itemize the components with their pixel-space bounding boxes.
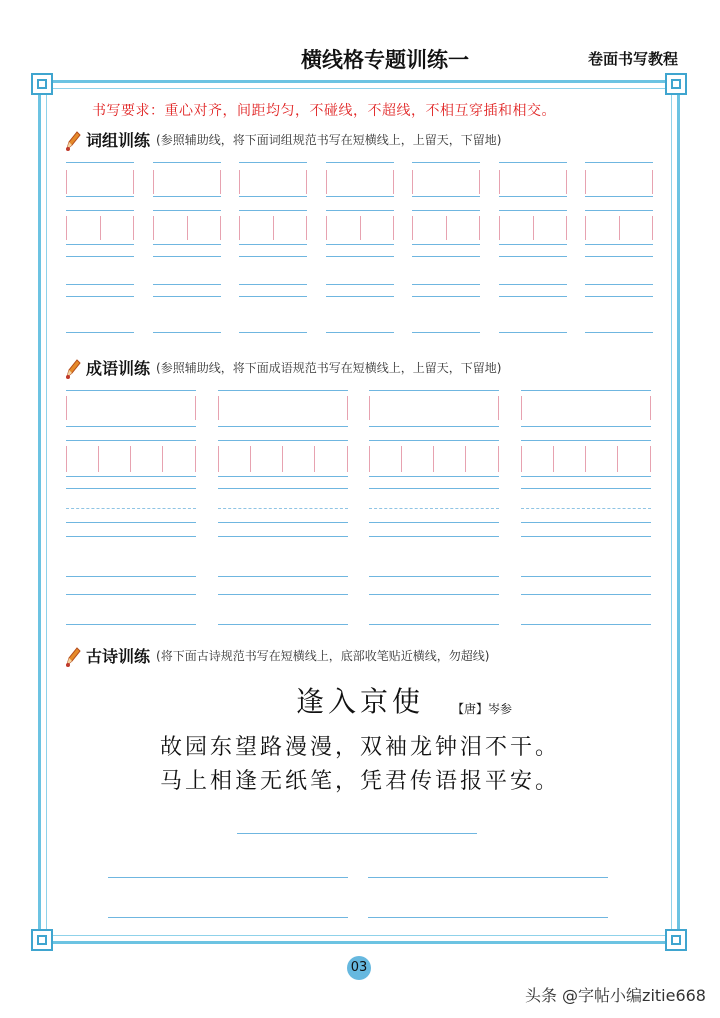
guide-line xyxy=(66,624,196,625)
guide-tick xyxy=(326,216,327,240)
guide-line xyxy=(521,390,651,391)
guide-tick xyxy=(66,170,67,194)
guide-tick xyxy=(446,216,447,240)
guide-line xyxy=(585,296,653,297)
guide-line xyxy=(66,390,196,391)
guide-line xyxy=(153,296,221,297)
dashed-guide-line xyxy=(521,508,651,509)
guide-line xyxy=(218,488,348,489)
guide-tick xyxy=(479,170,480,194)
guide-line xyxy=(326,296,394,297)
word-cell xyxy=(499,160,567,338)
section-note: (将下面古诗规范书写在短横线上，底部收笔贴近横线，勿超线) xyxy=(156,649,490,663)
idiom-cell xyxy=(66,390,196,626)
guide-line xyxy=(521,536,651,537)
guide-tick xyxy=(195,446,196,472)
section-name: 古诗训练 xyxy=(86,647,151,666)
guide-line xyxy=(218,576,348,577)
guide-line xyxy=(369,536,499,537)
guide-tick xyxy=(66,396,67,420)
guide-tick xyxy=(652,170,653,194)
section-note: (参照辅助线，将下面词组规范书写在短横线上，上留天，下留地) xyxy=(156,133,502,147)
frame-corner-ornament xyxy=(665,929,687,951)
idiom-cell xyxy=(218,390,348,626)
idiom-section-heading xyxy=(64,356,501,379)
guide-line xyxy=(521,624,651,625)
guide-line xyxy=(153,196,221,197)
guide-line xyxy=(66,440,196,441)
guide-line xyxy=(412,332,480,333)
guide-line xyxy=(66,210,134,211)
guide-line xyxy=(66,332,134,333)
guide-line xyxy=(521,476,651,477)
guide-line xyxy=(499,162,567,163)
guide-line xyxy=(66,594,196,595)
guide-line xyxy=(521,594,651,595)
guide-tick xyxy=(239,216,240,240)
guide-line xyxy=(66,244,134,245)
word-cell xyxy=(585,160,653,338)
guide-line xyxy=(218,624,348,625)
guide-line xyxy=(66,576,196,577)
guide-tick xyxy=(566,216,567,240)
guide-tick xyxy=(412,216,413,240)
guide-tick xyxy=(650,396,651,420)
guide-tick xyxy=(393,216,394,240)
guide-line xyxy=(499,210,567,211)
guide-tick xyxy=(619,216,620,240)
guide-line xyxy=(153,284,221,285)
guide-tick xyxy=(369,396,370,420)
guide-line xyxy=(369,426,499,427)
guide-line xyxy=(585,196,653,197)
poem-line: 马上相逢无纸笔，凭君传语报平安。 xyxy=(159,769,560,794)
book-title: 卷面书写教程 xyxy=(587,50,678,68)
dashed-guide-line xyxy=(369,508,499,509)
section-name: 词组训练 xyxy=(86,131,151,150)
guide-line xyxy=(585,162,653,163)
guide-line xyxy=(326,162,394,163)
guide-line xyxy=(66,476,196,477)
guide-line xyxy=(521,488,651,489)
guide-tick xyxy=(533,216,534,240)
guide-tick xyxy=(326,170,327,194)
guide-tick xyxy=(499,170,500,194)
guide-line xyxy=(412,256,480,257)
guide-line xyxy=(412,244,480,245)
guide-line xyxy=(412,210,480,211)
poem-author: 【唐】岑参 xyxy=(452,702,513,716)
guide-line xyxy=(153,332,221,333)
guide-line xyxy=(521,440,651,441)
guide-tick xyxy=(360,216,361,240)
guide-tick xyxy=(187,216,188,240)
guide-tick xyxy=(412,170,413,194)
guide-tick xyxy=(239,170,240,194)
guide-line xyxy=(66,162,134,163)
guide-tick xyxy=(153,170,154,194)
guide-line xyxy=(412,196,480,197)
pencil-icon xyxy=(64,129,82,151)
guide-line xyxy=(585,256,653,257)
guide-line xyxy=(521,426,651,427)
guide-tick xyxy=(162,446,163,472)
writing-line xyxy=(368,877,608,878)
guide-tick xyxy=(133,170,134,194)
word-section-heading xyxy=(64,128,501,151)
frame-corner-ornament xyxy=(31,73,53,95)
guide-tick xyxy=(393,170,394,194)
guide-line xyxy=(412,284,480,285)
guide-tick xyxy=(282,446,283,472)
guide-line xyxy=(66,196,134,197)
guide-line xyxy=(153,162,221,163)
guide-line xyxy=(239,196,307,197)
guide-tick xyxy=(401,446,402,472)
writing-line xyxy=(108,877,348,878)
guide-tick xyxy=(585,216,586,240)
dashed-guide-line xyxy=(218,508,348,509)
guide-line xyxy=(499,332,567,333)
guide-tick xyxy=(617,446,618,472)
poem-title: 逢入京使 xyxy=(295,685,424,718)
guide-line xyxy=(218,522,348,523)
idiom-cell xyxy=(521,390,651,626)
guide-tick xyxy=(553,446,554,472)
guide-tick xyxy=(652,216,653,240)
guide-line xyxy=(66,536,196,537)
guide-tick xyxy=(566,170,567,194)
guide-tick xyxy=(433,446,434,472)
guide-line xyxy=(153,210,221,211)
guide-line xyxy=(239,210,307,211)
guide-tick xyxy=(66,216,67,240)
guide-line xyxy=(326,244,394,245)
writing-requirement: 书写要求：重心对齐，间距均匀，不碰线，不超线，不相互穿插和相交。 xyxy=(92,103,556,119)
word-cell xyxy=(239,160,307,338)
guide-line xyxy=(239,162,307,163)
guide-line xyxy=(218,594,348,595)
word-cell xyxy=(412,160,480,338)
guide-tick xyxy=(306,216,307,240)
guide-line xyxy=(218,440,348,441)
watermark: 头条 @字帖小编zitie668 xyxy=(524,986,706,1005)
guide-line xyxy=(369,440,499,441)
poem-line: 故园东望路漫漫，双袖龙钟泪不干。 xyxy=(159,735,560,760)
guide-tick xyxy=(314,446,315,472)
guide-tick xyxy=(585,446,586,472)
guide-line xyxy=(153,244,221,245)
guide-line xyxy=(412,162,480,163)
guide-line xyxy=(218,426,348,427)
guide-tick xyxy=(250,446,251,472)
guide-tick xyxy=(218,396,219,420)
guide-line xyxy=(499,296,567,297)
guide-line xyxy=(499,284,567,285)
writing-line xyxy=(237,833,477,834)
guide-line xyxy=(412,296,480,297)
dashed-guide-line xyxy=(66,508,196,509)
guide-line xyxy=(66,426,196,427)
guide-tick xyxy=(521,446,522,472)
guide-tick xyxy=(585,170,586,194)
guide-line xyxy=(369,624,499,625)
guide-line xyxy=(218,390,348,391)
guide-line xyxy=(326,210,394,211)
guide-tick xyxy=(98,446,99,472)
guide-line xyxy=(239,284,307,285)
guide-tick xyxy=(218,446,219,472)
pencil-icon xyxy=(64,645,82,667)
guide-tick xyxy=(306,170,307,194)
guide-tick xyxy=(273,216,274,240)
guide-line xyxy=(369,390,499,391)
guide-tick xyxy=(465,446,466,472)
word-cell xyxy=(153,160,221,338)
guide-line xyxy=(521,576,651,577)
guide-tick xyxy=(130,446,131,472)
word-cell xyxy=(66,160,134,338)
guide-tick xyxy=(66,446,67,472)
guide-line xyxy=(326,332,394,333)
guide-tick xyxy=(369,446,370,472)
pencil-icon xyxy=(64,357,82,379)
guide-line xyxy=(585,244,653,245)
guide-line xyxy=(499,244,567,245)
guide-line xyxy=(521,522,651,523)
guide-line xyxy=(218,476,348,477)
writing-line xyxy=(368,917,608,918)
guide-line xyxy=(369,522,499,523)
guide-tick xyxy=(347,446,348,472)
poem-section-heading xyxy=(64,644,489,667)
idiom-cell xyxy=(369,390,499,626)
guide-line xyxy=(585,284,653,285)
guide-tick xyxy=(521,396,522,420)
guide-line xyxy=(499,256,567,257)
guide-line xyxy=(66,488,196,489)
guide-line xyxy=(326,196,394,197)
guide-tick xyxy=(153,216,154,240)
guide-line xyxy=(369,488,499,489)
guide-tick xyxy=(498,396,499,420)
word-cell xyxy=(326,160,394,338)
guide-tick xyxy=(133,216,134,240)
section-name: 成语训练 xyxy=(86,359,151,378)
guide-line xyxy=(239,256,307,257)
guide-tick xyxy=(220,170,221,194)
page-number: 03 xyxy=(347,956,371,980)
guide-tick xyxy=(499,216,500,240)
frame-corner-ornament xyxy=(31,929,53,951)
guide-line xyxy=(369,476,499,477)
guide-tick xyxy=(100,216,101,240)
guide-line xyxy=(239,332,307,333)
page-title: 横线格专题训练一 xyxy=(301,48,469,72)
guide-line xyxy=(66,522,196,523)
guide-tick xyxy=(347,396,348,420)
guide-line xyxy=(369,594,499,595)
guide-tick xyxy=(220,216,221,240)
guide-line xyxy=(585,332,653,333)
guide-line xyxy=(499,196,567,197)
guide-line xyxy=(585,210,653,211)
guide-line xyxy=(66,296,134,297)
guide-tick xyxy=(498,446,499,472)
guide-line xyxy=(66,256,134,257)
section-note: (参照辅助线，将下面成语规范书写在短横线上，上留天，下留地) xyxy=(156,361,502,375)
guide-tick xyxy=(195,396,196,420)
guide-tick xyxy=(479,216,480,240)
frame-corner-ornament xyxy=(665,73,687,95)
guide-line xyxy=(326,256,394,257)
guide-line xyxy=(218,536,348,537)
guide-line xyxy=(239,244,307,245)
guide-line xyxy=(239,296,307,297)
guide-line xyxy=(326,284,394,285)
guide-line xyxy=(153,256,221,257)
writing-line xyxy=(108,917,348,918)
guide-tick xyxy=(650,446,651,472)
guide-line xyxy=(369,576,499,577)
guide-line xyxy=(66,284,134,285)
